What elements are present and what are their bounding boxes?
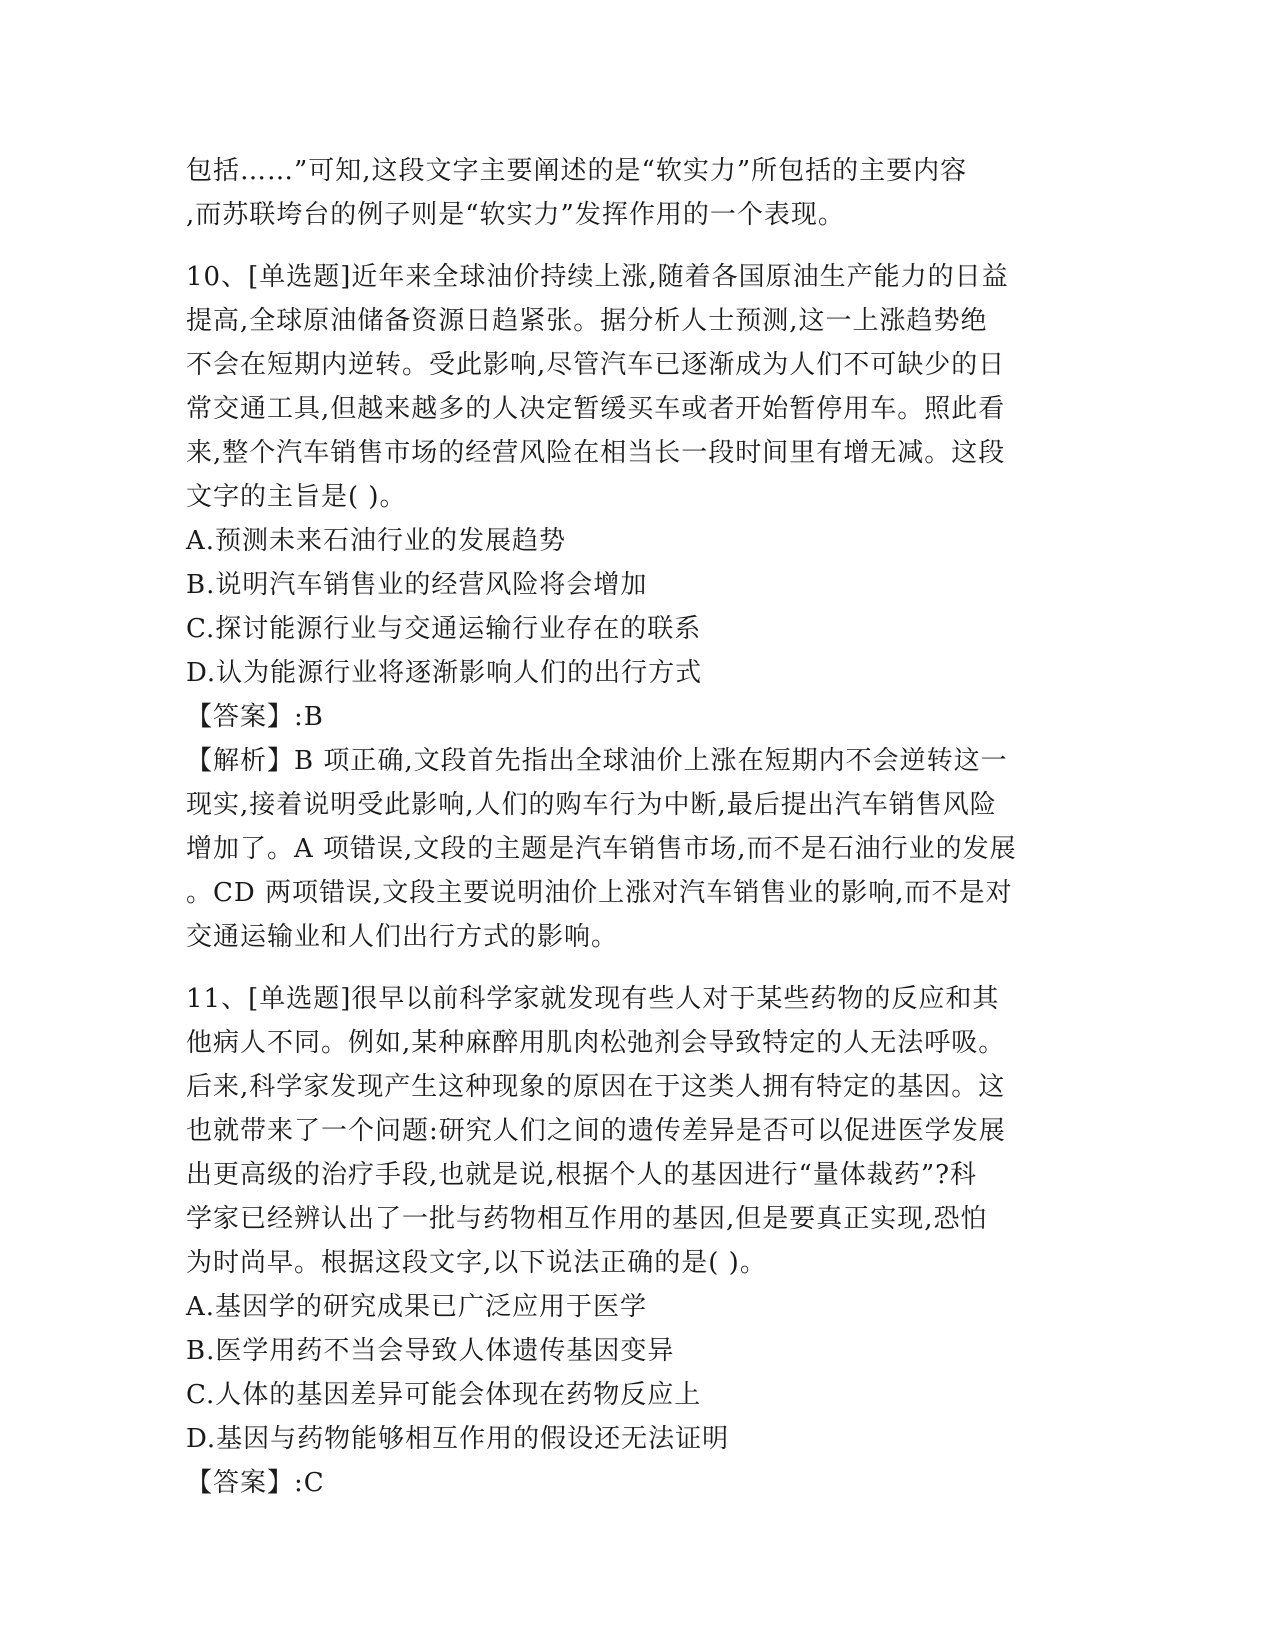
analysis-line: ,而苏联垮台的例子则是“软实力”发挥作用的一个表现。: [186, 200, 845, 230]
previous-analysis-continuation: [186, 149, 1086, 237]
analysis-line: 【解析】B 项正确,文段首先指出全球油价上涨在短期内不会逆转这一: [186, 746, 1008, 776]
analysis-line: 。CD 两项错误,文段主要说明油价上涨对汽车销售业的影响,而不是对: [186, 878, 1013, 908]
question-text-line: 来,整个汽车销售市场的经营风险在相当长一段时间里有增无减。这段: [186, 438, 1006, 468]
document-content: [186, 149, 1086, 1505]
question-text-line: 也就带来了一个问题:研究人们之间的遗传差异是否可以促进医学发展: [186, 1116, 1006, 1146]
question-10: [186, 255, 1086, 959]
option-d: D.基因与药物能够相互作用的假设还无法证明: [186, 1424, 730, 1454]
analysis-line: 交通运输业和人们出行方式的影响。: [186, 922, 619, 952]
option-b: B.说明汽车销售业的经营风险将会增加: [186, 570, 648, 600]
answer-line: 【答案】:B: [186, 702, 324, 732]
question-text-line: 常交通工具,但越来越多的人决定暂缓买车或者开始暂停用车。照此看: [186, 394, 1006, 424]
option-c: C.人体的基因差异可能会体现在药物反应上: [186, 1380, 702, 1410]
question-text-line: 10、[单选题]近年来全球油价持续上涨,随着各国原油生产能力的日益: [186, 262, 1009, 292]
option-d: D.认为能源行业将逐渐影响人们的出行方式: [186, 658, 703, 688]
question-text-line: 不会在短期内逆转。受此影响,尽管汽车已逐渐成为人们不可缺少的日: [186, 350, 1006, 380]
option-a: A.基因学的研究成果已广泛应用于医学: [186, 1292, 648, 1322]
answer-line: 【答案】:C: [186, 1468, 325, 1498]
analysis-line: 现实,接着说明受此影响,人们的购车行为中断,最后提出汽车销售风险: [186, 790, 997, 820]
question-11: [186, 977, 1086, 1505]
option-a: A.预测未来石油行业的发展趋势: [186, 526, 567, 556]
question-text-line: 学家已经辨认出了一批与药物相互作用的基因,但是要真正实现,恐怕: [186, 1204, 988, 1234]
question-text-line: 文字的主旨是( )。: [186, 482, 407, 512]
option-b: B.医学用药不当会导致人体遗传基因变异: [186, 1336, 675, 1366]
question-text-line: 提高,全球原油储备资源日趋紧张。据分析人士预测,这一上涨趋势绝: [186, 306, 988, 336]
analysis-line: 包括……”可知,这段文字主要阐述的是“软实力”所包括的主要内容: [186, 156, 968, 186]
question-text-line: 出更高级的治疗手段,也就是说,根据个人的基因进行“量体裁药”?科: [186, 1160, 978, 1190]
question-text-line: 他病人不同。例如,某种麻醉用肌肉松弛剂会导致特定的人无法呼吸。: [186, 1028, 1006, 1058]
option-c: C.探讨能源行业与交通运输行业存在的联系: [186, 614, 702, 644]
question-text-line: 为时尚早。根据这段文字,以下说法正确的是( )。: [186, 1248, 767, 1278]
question-text-line: 11、[单选题]很早以前科学家就发现有些人对于某些药物的反应和其: [186, 984, 1000, 1014]
question-text-line: 后来,科学家发现产生这种现象的原因在于这类人拥有特定的基因。这: [186, 1072, 1006, 1102]
analysis-line: 增加了。A 项错误,文段的主题是汽车销售市场,而不是石油行业的发展: [186, 834, 1017, 864]
